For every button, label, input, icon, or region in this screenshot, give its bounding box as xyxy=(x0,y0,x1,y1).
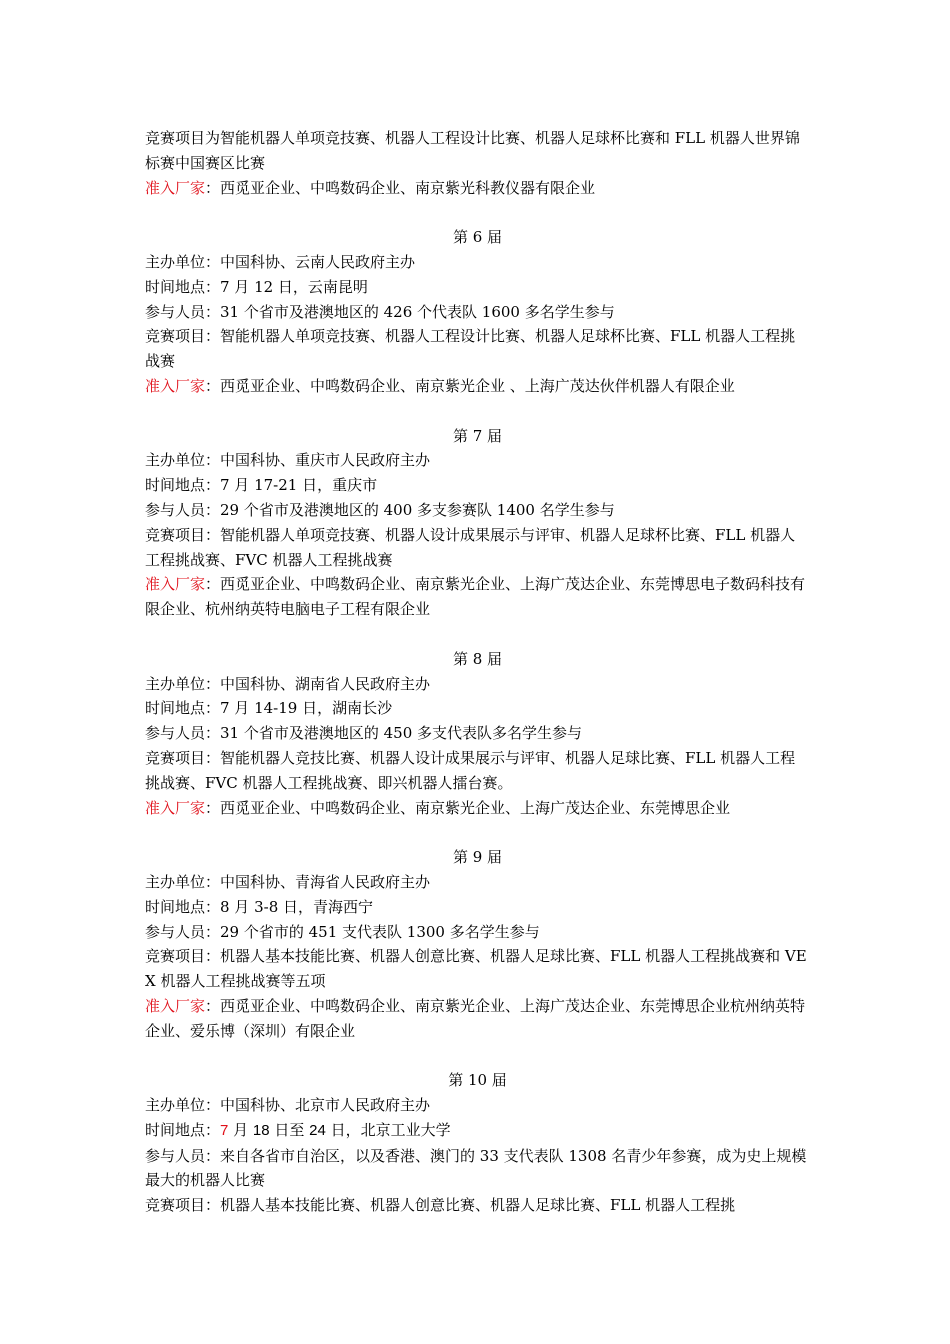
edition-items: 竞赛项目：机器人基本技能比赛、机器人创意比赛、机器人足球比赛、FLL 机器人工程挑战赛和 VEX 机器人工程挑战赛等五项 xyxy=(145,947,807,991)
edition-8 xyxy=(145,647,810,821)
edition-host: 主办单位：中国科协、青海省人民政府主办 xyxy=(145,872,431,891)
edition-host: 主办单位：中国科协、北京市人民政府主办 xyxy=(145,1096,431,1115)
vendors-colon: ： xyxy=(205,798,221,817)
edition-heading: 第 10 届 xyxy=(448,1071,507,1090)
vendors-colon: ： xyxy=(205,178,221,197)
vendors-label: 准入厂家 xyxy=(145,178,206,197)
edition-heading: 第 6 届 xyxy=(452,228,503,247)
edition-people: 参与人员：来自各省市自治区，以及香港、澳门的 33 支代表队 1308 名青少年参赛，成为史上规模最大的机器人比赛 xyxy=(145,1146,807,1190)
edition-time: 时间地点：7 月 17-21 日，重庆市 xyxy=(145,476,378,495)
edition-items: 竞赛项目：智能机器人单项竞技赛、机器人工程设计比赛、机器人足球杯比赛、FLL 机器人工程挑战赛 xyxy=(145,327,796,371)
time-rest: 日，北京工业大学 xyxy=(325,1120,451,1139)
edition-items: 竞赛项目：智能机器人单项竞技赛、机器人设计成果展示与评审、机器人足球杯比赛、FLL 机器人工程挑战赛、FVC 机器人工程挑战赛 xyxy=(145,525,796,569)
vendors-label: 准入厂家 xyxy=(145,798,206,817)
edition-items: 竞赛项目：机器人基本技能比赛、机器人创意比赛、机器人足球比赛、FLL 机器人工程挑 xyxy=(145,1196,736,1215)
vendors-colon: ： xyxy=(205,996,221,1015)
vendors-list: 西觅亚企业、中鸣数码企业、南京紫光科教仪器有限企业 xyxy=(220,178,596,197)
intro-vendors xyxy=(145,176,810,201)
edition-heading: 第 8 届 xyxy=(452,649,503,668)
intro-items: 竞赛项目为智能机器人单项竞技赛、机器人工程设计比赛、机器人足球杯比赛和 FLL 机器人世界锦标赛中国赛区比赛 xyxy=(145,129,800,172)
edition-9 xyxy=(145,845,810,1043)
edition-vendors xyxy=(145,796,810,821)
vendors-list: 西觅亚企业、中鸣数码企业、南京紫光企业、上海广茂达企业、东莞博思企业 xyxy=(220,798,731,817)
vendors-list: 西觅亚企业、中鸣数码企业、南京紫光企业 、上海广茂达伙伴机器人有限企业 xyxy=(220,376,735,395)
vendors-list: 西觅亚企业、中鸣数码企业、南京紫光企业、上海广茂达企业、东莞博思企业杭州纳英特企业、爱乐博（深圳）有限企业 xyxy=(145,996,806,1040)
edition-time: 时间地点：8 月 3-8 日，青海西宁 xyxy=(145,897,374,916)
edition-people: 参与人员：29 个省市的 451 支代表队 1300 多名学生参与 xyxy=(145,922,540,941)
vendors-label: 准入厂家 xyxy=(145,376,206,395)
edition-10 xyxy=(145,1068,810,1218)
edition-vendors xyxy=(145,572,810,622)
edition-time xyxy=(145,1118,810,1144)
edition-vendors xyxy=(145,994,810,1044)
edition-items: 竞赛项目：智能机器人竞技比赛、机器人设计成果展示与评审、机器人足球比赛、FLL 机器人工程挑战赛、FVC 机器人工程挑战赛、即兴机器人擂台赛。 xyxy=(145,748,796,792)
edition-host: 主办单位：中国科协、重庆市人民政府主办 xyxy=(145,451,431,470)
time-label: 时间地点： xyxy=(145,1120,221,1139)
document-page xyxy=(145,126,810,1218)
vendors-list: 西觅亚企业、中鸣数码企业、南京紫光企业、上海广茂达企业、东莞博思电子数码科技有限企业、杭州纳英特电脑电子工程有限企业 xyxy=(145,575,806,619)
edition-6 xyxy=(145,225,810,399)
edition-host: 主办单位：中国科协、云南人民政府主办 xyxy=(145,252,416,271)
edition-host: 主办单位：中国科协、湖南省人民政府主办 xyxy=(145,674,431,693)
vendors-colon: ： xyxy=(205,376,221,395)
intro-section xyxy=(145,126,810,200)
edition-heading: 第 9 届 xyxy=(452,848,503,867)
vendors-label: 准入厂家 xyxy=(145,996,206,1015)
time-day-start: 18 xyxy=(252,1121,270,1139)
edition-people: 参与人员：31 个省市及港澳地区的 426 个代表队 1600 多名学生参与 xyxy=(145,302,615,321)
edition-heading: 第 7 届 xyxy=(452,426,503,445)
time-day-end: 24 xyxy=(309,1121,326,1139)
vendors-label: 准入厂家 xyxy=(145,575,206,594)
time-month: 7 xyxy=(220,1121,229,1139)
time-mid: 日至 xyxy=(269,1120,310,1139)
vendors-colon: ： xyxy=(205,575,221,594)
time-mid: 月 xyxy=(228,1120,253,1139)
edition-people: 参与人员：29 个省市及港澳地区的 400 多支参赛队 1400 名学生参与 xyxy=(145,500,615,519)
edition-time: 时间地点：7 月 14-19 日，湖南长沙 xyxy=(145,699,393,718)
edition-vendors xyxy=(145,374,810,399)
edition-7 xyxy=(145,424,810,622)
edition-time: 时间地点：7 月 12 日，云南昆明 xyxy=(145,277,368,296)
edition-people: 参与人员：31 个省市及港澳地区的 450 多支代表队多名学生参与 xyxy=(145,724,583,743)
